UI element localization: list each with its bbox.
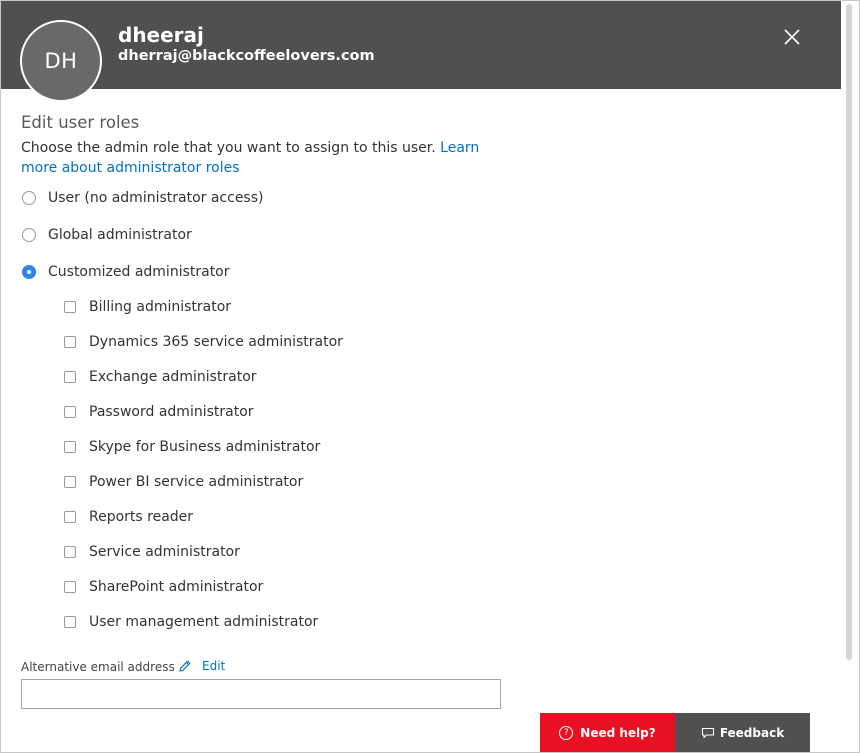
checkbox[interactable] [64, 476, 76, 488]
role-option-label: Customized administrator [48, 264, 230, 280]
custom-role-label: Password administrator [89, 404, 254, 420]
checkbox[interactable] [64, 371, 76, 383]
custom-role-label: Skype for Business administrator [89, 439, 321, 455]
role-option-global-admin[interactable] [21, 223, 192, 247]
custom-role-skype-admin[interactable] [64, 436, 320, 458]
section-description [21, 138, 511, 178]
need-help-label: Need help? [580, 726, 656, 740]
custom-role-powerbi-admin[interactable] [64, 471, 303, 493]
need-help-button[interactable] [540, 713, 675, 753]
custom-role-label: Exchange administrator [89, 369, 257, 385]
feedback-button[interactable] [675, 713, 810, 753]
custom-role-password-admin[interactable] [64, 401, 254, 423]
description-text: Choose the admin role that you want to assign to this user. [21, 140, 436, 156]
scrollbar[interactable] [846, 4, 852, 660]
avatar: DH [20, 20, 102, 102]
custom-role-service-admin[interactable] [64, 541, 240, 563]
user-name: dheeraj [118, 23, 204, 47]
section-title: Edit user roles [21, 113, 140, 132]
alt-email-input[interactable] [21, 679, 501, 709]
custom-role-exchange-admin[interactable] [64, 366, 257, 388]
custom-role-sharepoint-admin[interactable] [64, 576, 263, 598]
radio-button[interactable] [22, 228, 36, 242]
custom-role-label: Dynamics 365 service administrator [89, 334, 343, 350]
custom-role-dynamics-admin[interactable] [64, 331, 343, 353]
custom-role-label: User management administrator [89, 614, 319, 630]
custom-role-label: Reports reader [89, 509, 194, 525]
checkbox[interactable] [64, 406, 76, 418]
role-option-customized-admin[interactable] [21, 260, 230, 284]
custom-role-label: Power BI service administrator [89, 474, 304, 490]
close-button[interactable] [777, 22, 807, 52]
checkbox[interactable] [64, 336, 76, 348]
alt-email-label: Alternative email address [21, 660, 175, 674]
checkbox[interactable] [64, 616, 76, 628]
help-icon: ? [559, 726, 573, 740]
custom-role-user-management-admin[interactable] [64, 611, 318, 633]
chat-bubble-icon [701, 727, 715, 739]
user-email: dherraj@blackcoffeelovers.com [118, 48, 375, 64]
role-option-label: Global administrator [48, 227, 192, 243]
custom-role-label: SharePoint administrator [89, 579, 264, 595]
checkbox[interactable] [64, 581, 76, 593]
feedback-label: Feedback [719, 726, 785, 740]
custom-role-label: Billing administrator [89, 299, 232, 315]
learn-more-link[interactable]: Learn more about administrator roles [21, 140, 480, 176]
checkbox[interactable] [64, 546, 76, 558]
pencil-icon [178, 659, 192, 673]
radio-button[interactable] [22, 191, 36, 205]
custom-role-reports-reader[interactable] [64, 506, 193, 528]
panel-header [1, 1, 841, 89]
edit-link-label: Edit [202, 659, 226, 673]
custom-role-label: Service administrator [89, 544, 240, 560]
alt-email-edit-link[interactable] [178, 657, 225, 675]
radio-button-selected[interactable] [22, 265, 36, 279]
role-option-label: User (no administrator access) [48, 190, 264, 206]
role-option-user[interactable] [21, 186, 263, 210]
close-icon [777, 22, 807, 52]
checkbox[interactable] [64, 301, 76, 313]
checkbox[interactable] [64, 511, 76, 523]
checkbox[interactable] [64, 441, 76, 453]
custom-role-billing-admin[interactable] [64, 296, 231, 318]
